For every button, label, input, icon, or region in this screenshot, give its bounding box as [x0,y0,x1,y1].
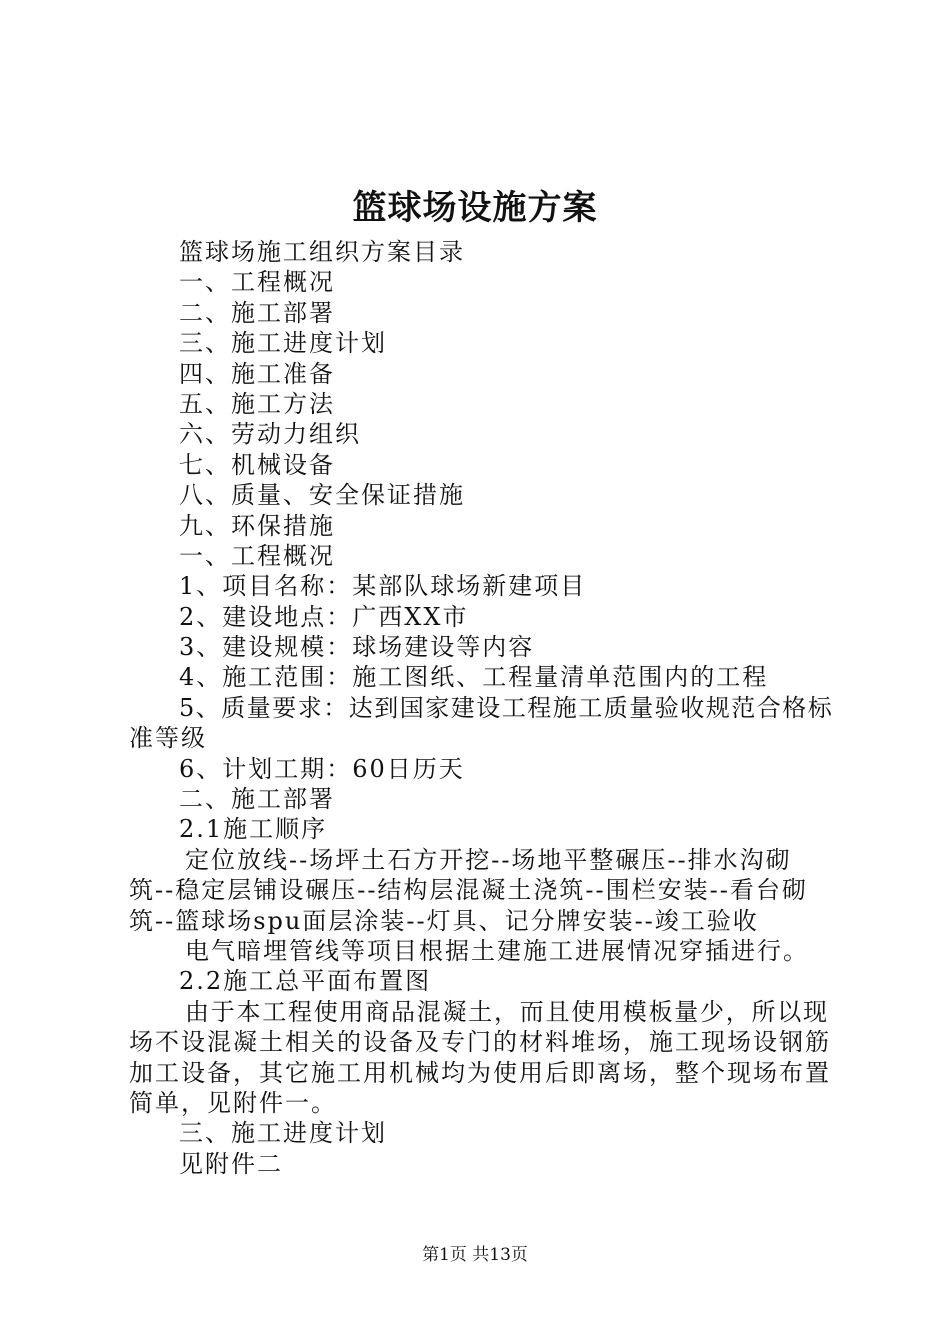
paragraph-line: 6、计划工期：60日历天 [179,754,465,783]
toc-item: 六、劳动力组织 [179,420,361,449]
paragraph-line: 见附件二 [179,1149,283,1178]
toc-item: 四、施工准备 [179,359,335,388]
paragraph-line: 由于本工程使用商品混凝土，而且使用模板量少，所以现 [185,997,829,1026]
toc-item: 三、施工进度计划 [179,329,387,358]
toc-item: 八、质量、安全保证措施 [179,481,465,510]
toc-item: 九、环保措施 [179,511,335,540]
toc-item: 五、施工方法 [179,389,335,418]
document-title: 篮球场设施方案 [352,188,598,228]
section-heading: 二、施工部署 [179,785,335,814]
paragraph-line: 1、项目名称：某部队球场新建项目 [179,572,587,601]
toc-heading: 篮球场施工组织方案目录 [179,238,465,266]
section-heading: 三、施工进度计划 [179,1119,387,1148]
paragraph-line: 筑--稳定层铺设碾压--结构层混凝土浇筑--围栏安装--看台砌 [129,876,808,905]
subsection-heading: 2.2施工总平面布置图 [179,967,432,996]
paragraph-line: 5、质量要求：达到国家建设工程施工质量验收规范合格标 [179,693,834,722]
section-heading: 一、工程概况 [179,541,335,570]
paragraph-line: 加工设备，其它施工用机械均为使用后即离场，整个现场布置 [129,1058,831,1087]
toc-item: 二、施工部署 [179,298,335,327]
paragraph-line: 定位放线--场坪土石方开挖--场地平整碾压--排水沟砌 [185,845,792,874]
toc-item: 七、机械设备 [179,450,335,479]
paragraph-line: 3、建设规模：球场建设等内容 [179,633,535,662]
paragraph-line: 4、施工范围：施工图纸、工程量清单范围内的工程 [179,663,769,692]
paragraph-line: 电气暗埋管线等项目根据土建施工进展情况穿插进行。 [185,936,809,965]
paragraph-line: 2、建设地点：广西XX市 [179,602,469,631]
document-body [129,237,834,1179]
toc-item: 一、工程概况 [179,268,335,297]
page-footer: 第1页 共13页 [422,1245,528,1265]
paragraph-line: 场不设混凝土相关的设备及专门的材料堆场，施工现场设钢筋 [129,1028,831,1057]
subsection-heading: 2.1施工顺序 [179,815,328,844]
paragraph-line: 简单，见附件一。 [129,1088,337,1117]
paragraph-line: 准等级 [129,724,207,753]
paragraph-line: 筑--篮球场spu面层涂装--灯具、记分牌安装--竣工验收 [129,906,759,935]
